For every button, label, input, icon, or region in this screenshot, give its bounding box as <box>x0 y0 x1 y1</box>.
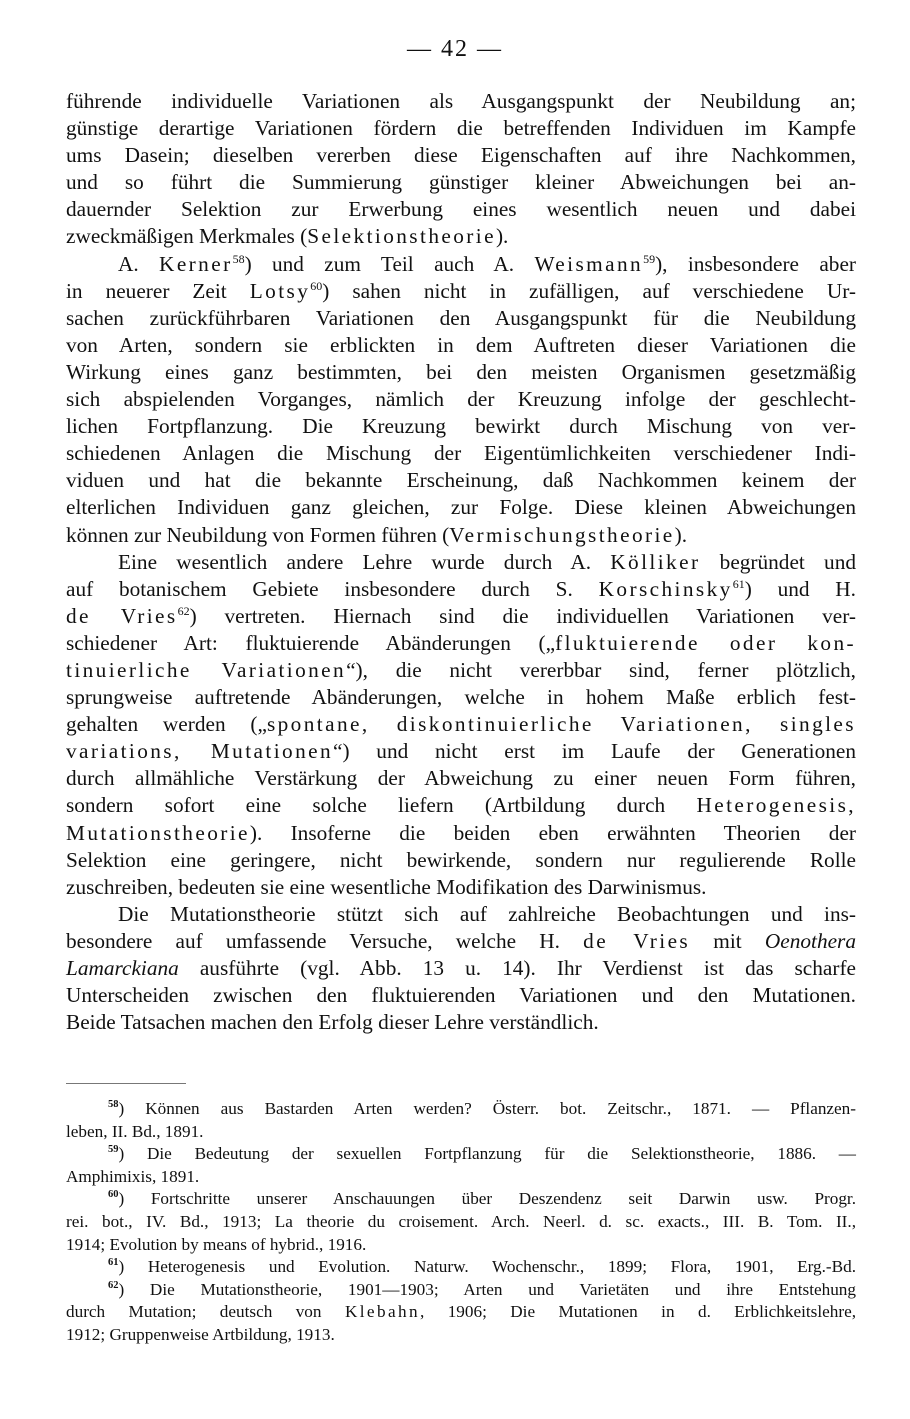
text-line <box>66 738 856 765</box>
text-run: sprungweise auftretende Abänderungen, welche in hohem Maße erblich fest- <box>66 685 856 710</box>
text-run: Weismann <box>534 251 644 276</box>
text-run: sondern sofort eine solche liefern (Artbildung durch <box>66 793 697 818</box>
text-line <box>66 467 856 494</box>
text-run: von Arten, sondern sie erblickten in dem Auftreten dieser Variationen die <box>66 332 856 357</box>
text-run: sich abspielenden Vorganges, nämlich der Kreuzung infolge der geschlecht- <box>66 387 856 412</box>
text-run: ), insbesondere aber <box>655 251 856 276</box>
text-run: Lotsy <box>249 278 311 303</box>
text-run: sachen zurückführbaren Variationen den Ausgangspunkt für die Neubildung <box>66 305 856 330</box>
text-run: de Vries <box>583 928 691 953</box>
text-run: durch allmähliche Verstärkung der Abweichung zu einer neuen Form führen, <box>66 766 856 791</box>
text-run: ) Fortschritte unserer Anschauungen über Deszendenz seit Darwin usw. Progr. <box>118 1189 856 1209</box>
text-run: Kölliker <box>610 549 701 574</box>
text-run: tinuierliche Variationen <box>66 657 347 682</box>
text-line <box>66 982 856 1009</box>
text-run: rei. bot., IV. Bd., 1913; La theorie du croisement. Arch. Neerl. d. sc. exacts., III. B. Tom. II., <box>66 1211 856 1231</box>
text-line <box>66 440 856 467</box>
text-line <box>66 413 856 440</box>
text-run: leben, II. Bd., 1891. <box>66 1121 204 1141</box>
text-run: “) und nicht erst im Laufe der Generationen <box>333 739 856 764</box>
text-run: “), die nicht vererbbar sind, ferner plötzlich, <box>346 657 856 682</box>
footnote-ref: 59 <box>108 1144 119 1156</box>
text-line <box>66 874 856 901</box>
text-line <box>66 928 856 955</box>
text-line <box>66 792 856 819</box>
footnote-ref: 59 <box>643 251 656 266</box>
text-run: 1914; Evolution by means of hybrid., 1916. <box>66 1234 367 1254</box>
text-run: Klebahn <box>344 1302 420 1322</box>
text-line <box>66 115 856 142</box>
text-line <box>66 684 856 711</box>
text-run: schiedener Art: fluktuierende Abänderungen („ <box>66 630 556 655</box>
text-run: begründet und <box>700 549 856 574</box>
text-line <box>66 359 856 386</box>
footnote-line <box>66 1143 856 1166</box>
text-run: zweckmäßigen Merkmales ( <box>66 224 308 249</box>
page-number: — 42 — <box>407 36 503 62</box>
text-run: und so führt die Summierung günstiger kleiner Abweichungen bei an- <box>66 170 856 195</box>
text-run: ) und H. <box>744 576 857 601</box>
footnote-line <box>66 1166 856 1189</box>
text-run: lichen Fortpflanzung. Die Kreuzung bewirkt durch Mischung von ver- <box>66 414 856 439</box>
text-run: de Vries <box>66 603 178 628</box>
text-line <box>66 1009 856 1036</box>
footnote-ref: 61 <box>108 1257 119 1269</box>
text-line <box>66 169 856 196</box>
text-line <box>66 332 856 359</box>
text-run: Eine wesentlich andere Lehre wurde durch A. <box>118 549 611 574</box>
text-run: ) Die Mutationstheorie, 1901—1903; Arten und Varietäten und ihre Entstehung <box>118 1279 856 1299</box>
text-run: mit <box>690 928 765 953</box>
text-line <box>66 711 856 738</box>
text-line <box>66 549 856 576</box>
footnote-ref: 62 <box>177 603 190 618</box>
text-line <box>66 223 856 250</box>
text-run: Wirkung eines ganz bestimmten, bei den meisten Organismen gesetzmäßig <box>66 359 856 384</box>
text-run: Vermischungstheorie <box>449 522 675 547</box>
text-line <box>66 305 856 332</box>
text-run: Heterogenesis, <box>696 793 856 818</box>
text-run: gehalten werden („ <box>66 712 267 737</box>
text-run: Selektionstheorie <box>307 224 496 249</box>
body-text <box>66 88 856 1036</box>
footnote-line <box>66 1324 856 1347</box>
text-run: zuschreiben, bedeuten sie eine wesentliche Modifikation des Darwinismus. <box>66 874 707 899</box>
text-run: Mutationstheorie <box>66 820 250 845</box>
text-run: Kerner <box>159 251 233 276</box>
text-run: Beide Tatsachen machen den Erfolg dieser Lehre verständlich. <box>66 1010 599 1035</box>
text-line <box>66 765 856 792</box>
text-line <box>66 630 856 657</box>
footnote-ref: 58 <box>108 1099 119 1110</box>
text-run: besondere auf umfassende Versuche, welche H. <box>66 928 584 953</box>
text-line <box>66 603 856 630</box>
text-run: durch Mutation; deutsch von <box>66 1302 345 1322</box>
footnote-line <box>66 1098 856 1121</box>
footnote-line <box>66 1188 856 1211</box>
text-line <box>66 657 856 684</box>
text-run: Lamarckiana <box>66 956 179 980</box>
text-run: ) Die Bedeutung der sexuellen Fortpflanzung für die Selektionstheorie, 1886. — <box>118 1144 856 1164</box>
text-run: spontane, diskontinuierliche Variationen, singles <box>266 712 856 737</box>
footnote-line <box>66 1279 856 1302</box>
text-run: Amphimixis, 1891. <box>66 1166 200 1186</box>
text-line <box>66 522 856 549</box>
text-line <box>66 278 856 305</box>
footnote-ref: 62 <box>108 1279 119 1291</box>
text-run: dauernder Selektion zur Erwerbung eines wesentlich neuen und dabei <box>66 197 856 222</box>
text-run: ausführte (vgl. Abb. 13 u. 14). Ihr Verdienst ist das scharfe <box>178 956 856 980</box>
text-run: 1912; Gruppenweise Artbildung, 1913. <box>66 1324 335 1344</box>
text-run: Die Mutationstheorie stützt sich auf zahlreiche Beobachtungen und ins- <box>118 901 856 926</box>
text-line <box>66 142 856 169</box>
text-line <box>66 847 856 874</box>
footnote-line <box>66 1211 856 1234</box>
text-run: ) Können aus Bastarden Arten werden? Österr. bot. Zeitschr., 1871. — Pflanzen- <box>118 1099 856 1118</box>
text-line <box>66 494 856 521</box>
footnote-line <box>66 1121 856 1144</box>
footnotes <box>66 1098 856 1347</box>
text-run: ). <box>495 224 509 249</box>
text-run: ums Dasein; dieselben vererben diese Eigenschaften auf ihre Nachkommen, <box>66 143 856 168</box>
footnote-line <box>66 1234 856 1257</box>
footnote-line <box>66 1256 856 1279</box>
text-run: ) sahen nicht in zufälligen, auf verschiedene Ur- <box>322 278 856 303</box>
text-run: ) und zum Teil auch A. <box>244 251 535 276</box>
footnote-ref: 60 <box>108 1189 119 1201</box>
text-run: viduen und hat die bekannte Erscheinung, daß Nachkommen keinem der <box>66 468 856 493</box>
text-line <box>66 386 856 413</box>
text-run: Unterscheiden zwischen den fluktuierenden Variationen und den Mutationen. <box>66 983 856 1008</box>
footnote-ref: 58 <box>232 251 245 266</box>
text-run: schiedenen Anlagen die Mischung der Eigentümlichkeiten verschiedener Indi- <box>66 441 856 466</box>
text-run: ). Insoferne die beiden eben erwähnten Theorien der <box>249 820 856 845</box>
footnote-separator <box>66 1083 186 1084</box>
text-run: elterlichen Individuen ganz gleichen, zur Folge. Diese kleinen Abweichungen <box>66 495 856 520</box>
text-run: variations, Mutationen <box>66 739 334 764</box>
text-run: auf botanischem Gebiete insbesondere durch S. <box>66 576 599 601</box>
text-line <box>66 88 856 115</box>
footnote-ref: 61 <box>732 576 745 591</box>
text-line <box>66 576 856 603</box>
text-run: ). <box>674 522 688 547</box>
text-run: in neuerer Zeit <box>66 278 250 303</box>
text-line <box>66 251 856 278</box>
text-line <box>66 901 856 928</box>
text-run: Selektion eine geringere, nicht bewirkende, sondern nur regulierende Rolle <box>66 847 856 872</box>
text-run: fluktuierende oder kon- <box>555 630 856 655</box>
text-line <box>66 196 856 223</box>
text-run: Korschinsky <box>598 576 733 601</box>
text-run: A. <box>118 251 160 276</box>
text-run: ) vertreten. Hiernach sind die individuellen Variationen ver- <box>189 603 856 628</box>
text-line <box>66 820 856 847</box>
text-run: können zur Neubildung von Formen führen ( <box>66 522 450 547</box>
text-run: führende individuelle Variationen als Ausgangspunkt der Neubildung an; <box>66 89 856 113</box>
text-run: , 1906; Die Mutationen in d. Erblichkeitslehre, <box>419 1302 856 1322</box>
text-run: günstige derartige Variationen fördern die betreffenden Individuen im Kampfe <box>66 116 856 141</box>
text-line <box>66 955 856 982</box>
text-run: ) Heterogenesis und Evolution. Naturw. Wochenschr., 1899; Flora, 1901, Erg.-Bd. <box>118 1257 856 1277</box>
footnote-ref: 60 <box>310 278 323 293</box>
footnote-line <box>66 1301 856 1324</box>
text-run: Oenothera <box>764 928 856 953</box>
